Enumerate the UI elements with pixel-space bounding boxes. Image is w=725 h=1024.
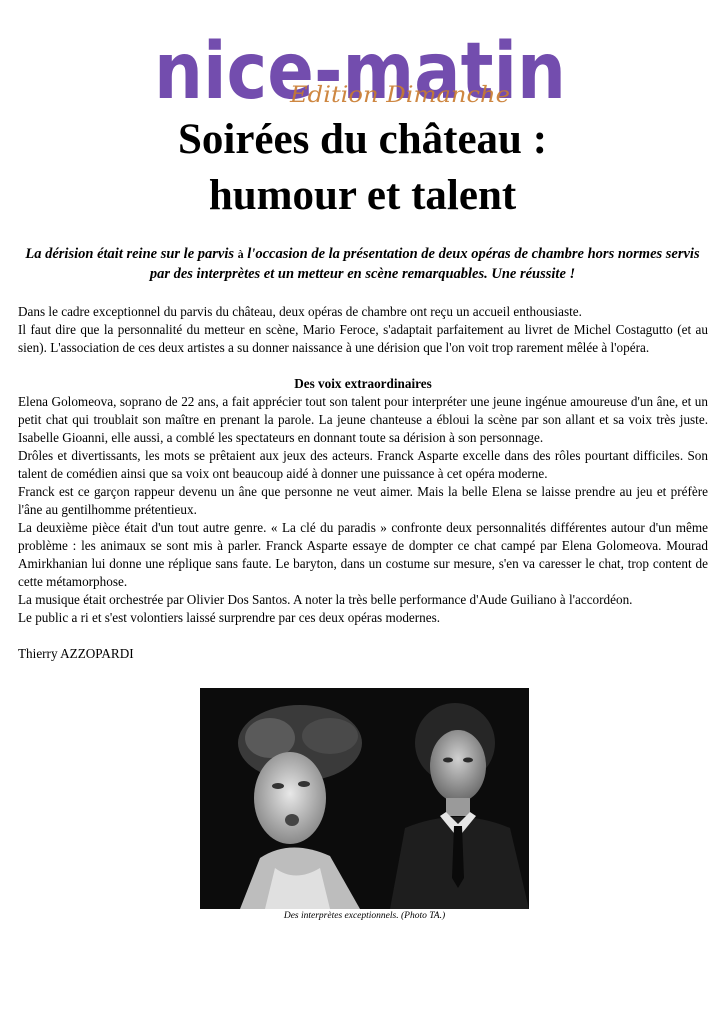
lead-part-1: La dérision était reine sur le parvis	[25, 246, 235, 262]
lead-a: à	[237, 247, 244, 261]
article-body	[18, 303, 708, 663]
paragraph: Drôles et divertissants, les mots se prêtaient aux jeux des acteurs. Franck Asparte excelle dans des rôles pourtant difficiles. Son talent de comédien ainsi que sa voix ont beaucoup aidé à donner une puissance à cet opéra moderne.	[18, 448, 708, 481]
paragraph: Elena Golomeova, soprano de 22 ans, a fait apprécier tout son talent pour interpréter une jeune ingénue amoureuse d'un âne, et un petit chat qui troublait son maître en prenant la parole. La jeune chanteuse a ébloui la scène par son allant et sa voix très juste. Isabelle Gioanni, elle aussi, a comblé les spectateurs en donnant toute sa dérision à son personnage.	[18, 394, 708, 445]
paragraph: Dans le cadre exceptionnel du parvis du château, deux opéras de chambre ont reçu un accueil enthousiaste.	[18, 304, 582, 319]
logo-wordmark: nice-matin	[154, 30, 566, 110]
paragraph: La musique était orchestrée par Olivier Dos Santos. A noter la très belle performance d'Aude Guiliano à l'accordéon.	[18, 592, 633, 607]
newspaper-logo	[150, 30, 570, 110]
logo-edition: Edition Dimanche	[288, 83, 510, 108]
paragraph: La deuxième pièce était d'un tout autre genre. « La clé du paradis » confronte deux personnalités différentes autour d'un même problème : les animaux se sont mis à parler. Franck Asparte essaye de dompter ce chat campé par Elena Golomeova. Mourad Amirkhanian lui donne une réplique sans faute. Le baryton, dans un costume sur mesure, s'en va caresser le chat, trop content de cette métamorphose.	[18, 520, 708, 589]
paragraph: Franck est ce garçon rappeur devenu un âne que personne ne veut aimer. Mais la belle Elena se laisse prendre au jeu et préfère l'âne au gentilhomme prétentieux.	[18, 484, 708, 517]
article-photo	[200, 688, 529, 909]
title-line-1: Soirées du château :	[177, 116, 548, 163]
lead-part-2: l'occasion de la présentation de deux opéras de chambre hors normes servis par des interprètes et un metteur en scène remarquables. Une réussite !	[149, 246, 700, 282]
paragraph: Il faut dire que la personnalité du metteur en scène, Mario Feroce, s'adaptait parfaitement au livret de Michel Costagutto (et au sien). L'association de ces deux artistes a su donner naissance à une dérision que l'on voit trop rarement mêlée à l'opéra.	[18, 322, 708, 355]
title-line-2: humour et talent	[208, 172, 517, 219]
paragraph: Le public a ri et s'est volontiers laissé surprendre par ces deux opéras modernes.	[18, 610, 441, 625]
author-byline: Thierry AZZOPARDI	[18, 646, 134, 661]
article-lead	[22, 244, 703, 284]
photo-caption: Des interprètes exceptionnels. (Photo TA.)	[283, 911, 446, 921]
subheading: Des voix extraordinaires	[294, 376, 432, 391]
article-title	[0, 112, 725, 224]
